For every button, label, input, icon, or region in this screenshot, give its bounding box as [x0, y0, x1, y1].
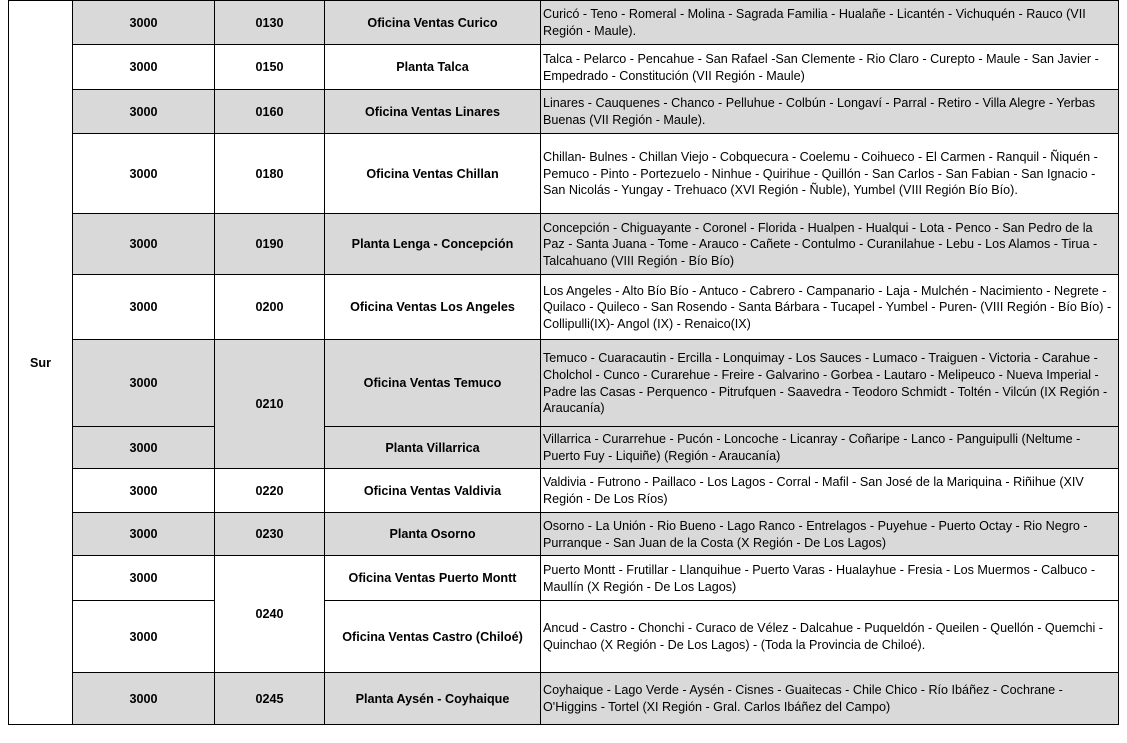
table-row: [9, 214, 1119, 275]
communes-cell: Ancud - Castro - Chonchi - Curaco de Vélez - Dalcahue - Puqueldón - Queilen - Quellón - Quemchi - Quinchao (X Región - De Los Lagos) - (Toda la Provincia de Chiloé).: [541, 601, 1119, 673]
code-cell: 3000: [73, 427, 215, 469]
office-name-cell: Planta Osorno: [325, 513, 541, 556]
subcode-cell: 0200: [215, 275, 325, 340]
communes-cell: Linares - Cauquenes - Chanco - Pelluhue - Colbún - Longaví - Parral - Retiro - Villa Alegre - Yerbas Buenas (VII Región - Maule).: [541, 90, 1119, 134]
subcode-cell: 0245: [215, 673, 325, 725]
code-cell: 3000: [73, 340, 215, 427]
code-cell: 3000: [73, 513, 215, 556]
communes-cell: Los Angeles - Alto Bío Bío - Antuco - Cabrero - Campanario - Laja - Mulchén - Nacimiento - Negrete - Quilaco - Quileco - San Rosendo - Santa Bárbara - Tucapel - Yumbel - Puren- (VIII Región - Bío Bío) - Collipulli(IX)- Angol (IX) - Renaico(IX): [541, 275, 1119, 340]
communes-cell: Chillan- Bulnes - Chillan Viejo - Cobquecura - Coelemu - Coihueco - El Carmen - Ranquil - Ñiquén - Pemuco - Pinto - Portezuelo - Ninhue - Quirihue - Quillón - San Carlos - San Fabian - San Ignacio - San Nicolás - Yungay - Trehuaco (XVI Región - Ñuble), Yumbel (VIII Región Bío Bío).: [541, 134, 1119, 214]
table-row: [9, 90, 1119, 134]
communes-cell: Talca - Pelarco - Pencahue - San Rafael -San Clemente - Rio Claro - Curepto - Maule - San Javier - Empedrado - Constitución (VII Región - Maule): [541, 45, 1119, 90]
subcode-cell: 0210: [215, 340, 325, 469]
office-name-cell: Oficina Ventas Los Angeles: [325, 275, 541, 340]
subcode-cell: 0190: [215, 214, 325, 275]
table-row: [9, 45, 1119, 90]
code-cell: 3000: [73, 134, 215, 214]
code-cell: 3000: [73, 1, 215, 45]
table-row: [9, 1, 1119, 45]
zone-cell: Sur: [9, 1, 73, 725]
communes-cell: Osorno - La Unión - Rio Bueno - Lago Ranco - Entrelagos - Puyehue - Puerto Octay - Rio Negro - Purranque - San Juan de la Costa (X Región - De Los Lagos): [541, 513, 1119, 556]
code-cell: 3000: [73, 90, 215, 134]
subcode-cell: 0240: [215, 556, 325, 673]
code-cell: 3000: [73, 556, 215, 601]
communes-cell: Villarrica - Curarrehue - Pucón - Loncoche - Licanray - Coñaripe - Lanco - Panguipulli (Neltume - Puerto Fuy - Liquiñe) (Región - Araucanía): [541, 427, 1119, 469]
table-row: [9, 556, 1119, 601]
office-name-cell: Oficina Ventas Chillan: [325, 134, 541, 214]
subcode-cell: 0150: [215, 45, 325, 90]
code-cell: 3000: [73, 469, 215, 513]
code-cell: 3000: [73, 601, 215, 673]
communes-cell: Concepción - Chiguayante - Coronel - Florida - Hualpen - Hualqui - Lota - Penco - San Pedro de la Paz - Santa Juana - Tome - Arauco - Cañete - Contulmo - Curanilahue - Lebu - Los Alamos - Tirua - Talcahuano (VIII Región - Bío Bío): [541, 214, 1119, 275]
table-row: [9, 673, 1119, 725]
communes-cell: Valdivia - Futrono - Paillaco - Los Lagos - Corral - Mafil - San José de la Mariquina - Riñihue (XIV Región - De Los Ríos): [541, 469, 1119, 513]
code-cell: 3000: [73, 673, 215, 725]
office-name-cell: Oficina Ventas Linares: [325, 90, 541, 134]
table-row: [9, 469, 1119, 513]
office-name-cell: Planta Lenga - Concepción: [325, 214, 541, 275]
table-row: [9, 513, 1119, 556]
table-row: [9, 601, 1119, 673]
communes-cell: Temuco - Cuaracautin - Ercilla - Lonquimay - Los Sauces - Lumaco - Traiguen - Victoria - Carahue - Cholchol - Cunco - Curarehue - Freire - Galvarino - Gorbea - Lautaro - Melipeuco - Nueva Imperial - Padre las Casas - Perquenco - Pitrufquen - Saavedra - Teodoro Schmidt - Toltén - Vilcún (IX Región - Araucanía): [541, 340, 1119, 427]
office-name-cell: Planta Talca: [325, 45, 541, 90]
office-name-cell: Oficina Ventas Temuco: [325, 340, 541, 427]
table-row: [9, 275, 1119, 340]
subcode-cell: 0220: [215, 469, 325, 513]
communes-cell: Curicó - Teno - Romeral - Molina - Sagrada Familia - Hualañe - Licantén - Vichuquén - Rauco (VII Región - Maule).: [541, 1, 1119, 45]
office-name-cell: Oficina Ventas Puerto Montt: [325, 556, 541, 601]
table-row: [9, 134, 1119, 214]
code-cell: 3000: [73, 275, 215, 340]
code-cell: 3000: [73, 45, 215, 90]
office-name-cell: Planta Villarrica: [325, 427, 541, 469]
subcode-cell: 0230: [215, 513, 325, 556]
zone-table: [8, 0, 1119, 725]
communes-cell: Puerto Montt - Frutillar - Llanquihue - Puerto Varas - Hualayhue - Fresia - Los Muermos - Calbuco - Maullín (X Región - De Los Lagos): [541, 556, 1119, 601]
office-name-cell: Oficina Ventas Valdivia: [325, 469, 541, 513]
subcode-cell: 0160: [215, 90, 325, 134]
code-cell: 3000: [73, 214, 215, 275]
office-name-cell: Planta Aysén - Coyhaique: [325, 673, 541, 725]
table-row: [9, 340, 1119, 427]
office-name-cell: Oficina Ventas Curico: [325, 1, 541, 45]
subcode-cell: 0130: [215, 1, 325, 45]
table-row: [9, 427, 1119, 469]
subcode-cell: 0180: [215, 134, 325, 214]
communes-cell: Coyhaique - Lago Verde - Aysén - Cisnes - Guaitecas - Chile Chico - Río Ibáñez - Cochrane - O'Higgins - Tortel (XI Región - Gral. Carlos Ibáñez del Campo): [541, 673, 1119, 725]
office-name-cell: Oficina Ventas Castro (Chiloé): [325, 601, 541, 673]
